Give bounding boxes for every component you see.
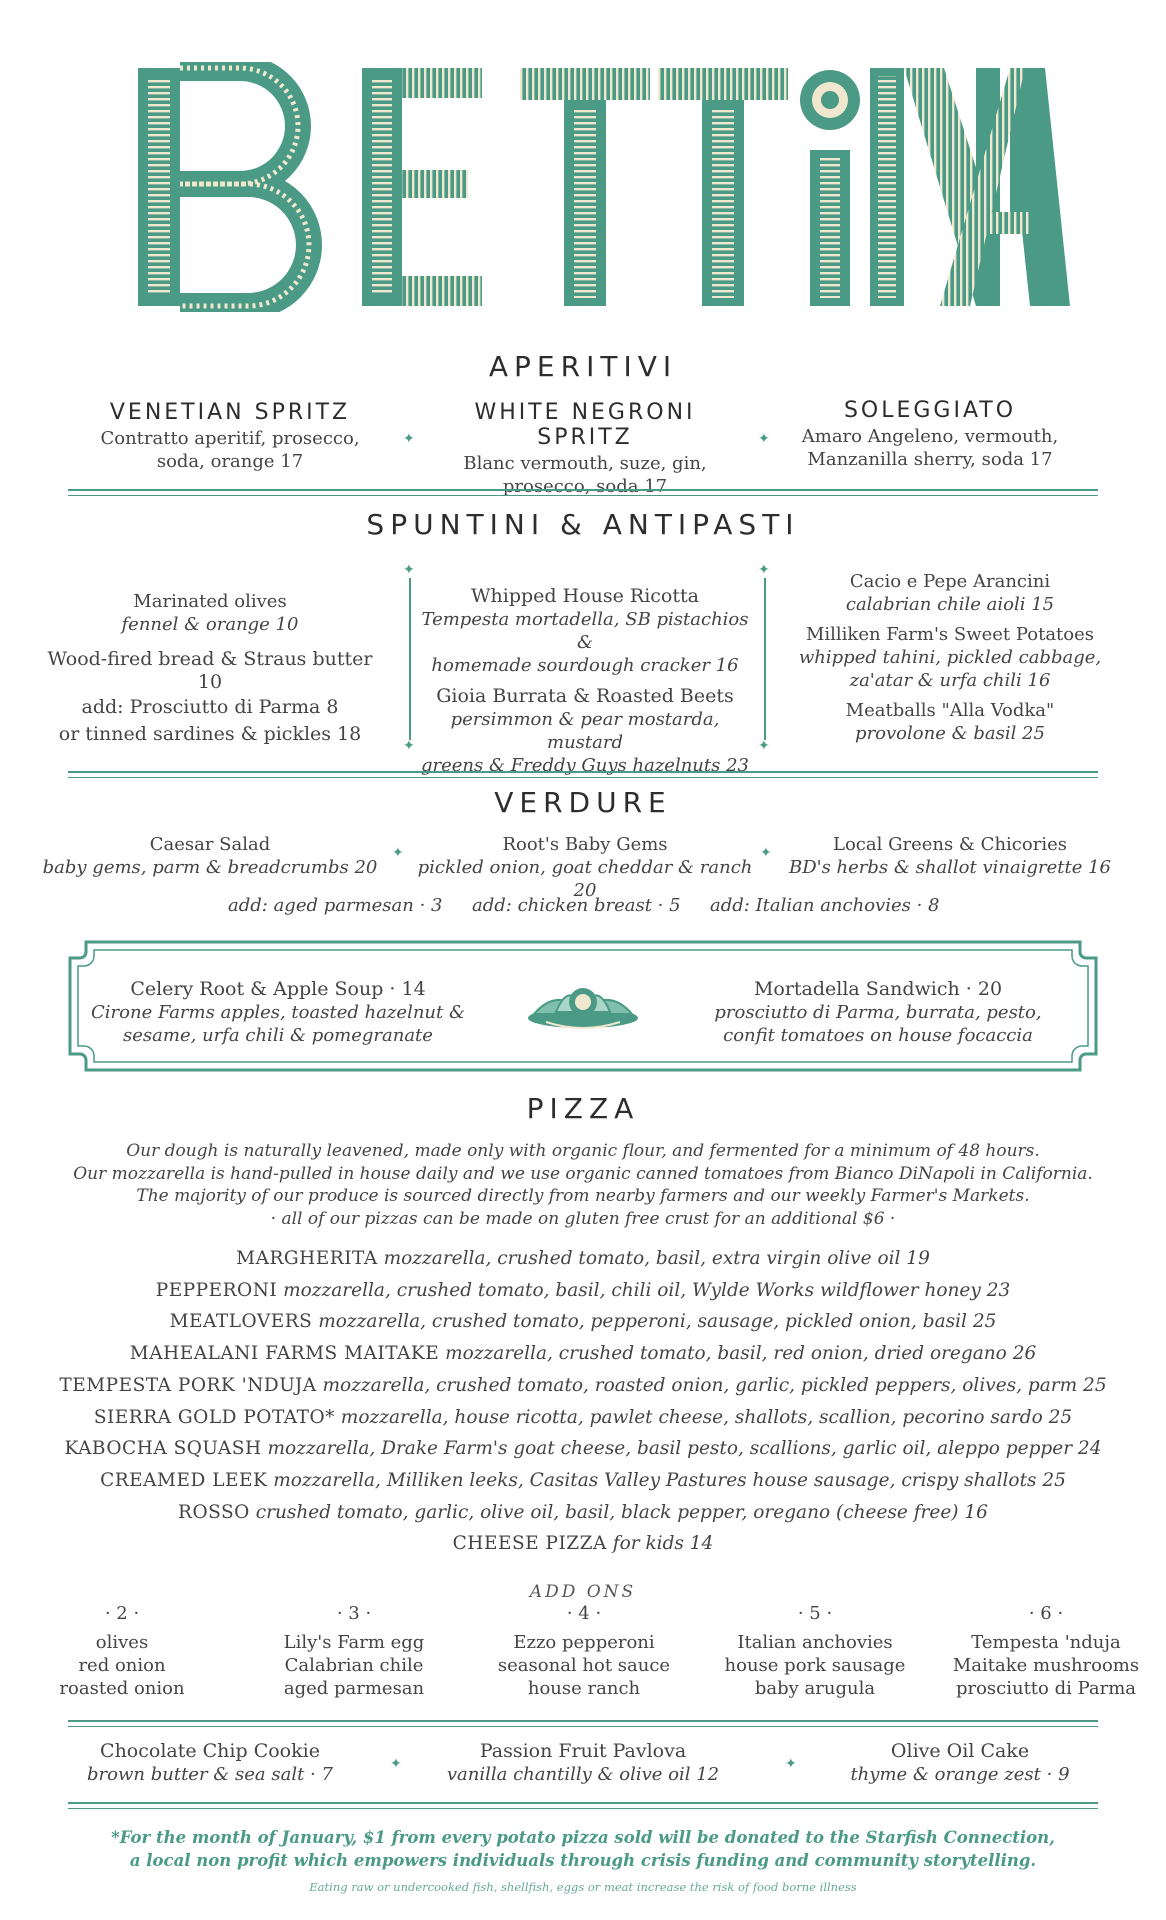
pizza-item — [0, 1402, 1166, 1434]
menu-item-desc: confit tomatoes on house focaccia — [723, 1025, 1033, 1046]
pizza-desc: mozzarella, crushed tomato, pepperoni, sausage, pickled onion, basil 25 — [318, 1311, 997, 1333]
diamond-ornament: ✦ — [785, 1756, 797, 1772]
menu-item-name: Meatballs "Alla Vodka" — [845, 700, 1055, 721]
aperitivo-desc: Manzanilla sherry, soda 17 — [807, 449, 1053, 470]
section-divider — [68, 1802, 1098, 1809]
pizza-desc: for kids 14 — [612, 1533, 714, 1555]
logo-artwork — [130, 62, 1070, 312]
menu-item-name: Wood-fired bread & Straus butter 10 — [47, 648, 373, 693]
logo-letter-t1 — [520, 68, 650, 306]
pizza-name: CREAMED LEEK — [100, 1469, 268, 1491]
verdure-item — [30, 833, 390, 879]
pizza-intro — [0, 1140, 1166, 1230]
pizza-name: ROSSO — [178, 1501, 250, 1523]
menu-item-desc: persimmon & pear mostarda, mustard — [450, 709, 720, 753]
menu-item-desc: za'atar & urfa chili 16 — [849, 670, 1051, 691]
menu-item-desc: homemade sourdough cracker 16 — [431, 655, 739, 676]
verdure-item — [770, 833, 1130, 879]
logo-letter-i — [800, 70, 860, 306]
antipasti-middle-column — [415, 585, 755, 777]
addon-group — [484, 1602, 684, 1700]
pizza-name: TEMPESTA PORK 'NDUJA — [59, 1374, 317, 1396]
menu-item-desc: Cirone Farms apples, toasted hazelnut & — [91, 1002, 465, 1023]
menu-item-desc: add: Prosciutto di Parma 8 — [81, 696, 339, 718]
pizza-name: MARGHERITA — [236, 1248, 378, 1269]
pizza-desc: mozzarella, crushed tomato, roasted onion, garlic, pickled peppers, olives, parm 25 — [322, 1374, 1107, 1396]
pizza-intro-line: Our mozzarella is hand-pulled in house daily and we use organic canned tomatoes from Bianco DiNapoli in California. — [73, 1163, 1093, 1184]
diamond-ornament: ✦ — [403, 431, 415, 447]
pizza-desc: mozzarella, Milliken leeks, Casitas Valley Pastures house sausage, crispy shallots 25 — [273, 1469, 1066, 1491]
pizza-intro-line: The majority of our produce is sourced directly from nearby farmers and our weekly Farmer's Markets. — [136, 1186, 1030, 1206]
logo-letter-e — [362, 68, 482, 306]
aperitivo-item — [425, 400, 745, 498]
verdure-title: VERDURE — [494, 786, 672, 819]
logo — [130, 62, 1070, 312]
dessert-item — [60, 1740, 360, 1786]
addon-item: aged parmesan — [283, 1678, 425, 1699]
menu-item-name: Chocolate Chip Cookie — [100, 1740, 320, 1762]
diamond-ornament: ✦ — [390, 1756, 402, 1772]
addon-price: · 2 · — [104, 1603, 140, 1624]
aperitivo-desc: Blanc vermouth, suze, gin, — [463, 453, 707, 474]
pizza-desc: mozzarella, house ricotta, pawlet cheese, shallots, scallion, pecorino sardo 25 — [340, 1406, 1073, 1428]
section-divider — [68, 1720, 1098, 1727]
addon-group — [22, 1602, 222, 1700]
antipasti-title: SPUNTINI & ANTIPASTI — [366, 508, 800, 541]
diamond-ornament: ✦ — [403, 738, 415, 754]
menu-item-desc: pickled onion, goat cheddar & ranch 20 — [417, 857, 753, 901]
pizza-name: CHEESE PIZZA — [452, 1533, 607, 1555]
pizza-item — [0, 1370, 1166, 1402]
antipasti-left-column — [35, 590, 385, 748]
pizza-desc: crushed tomato, garlic, olive oil, basil, black pepper, oregano (cheese free) 16 — [255, 1501, 988, 1523]
pizza-desc: mozzarella, crushed tomato, basil, chili oil, Wylde Works wildflower honey 23 — [283, 1279, 1011, 1301]
addon-group — [254, 1602, 454, 1700]
pizza-intro-line: Our dough is naturally leavened, made only with organic flour, and fermented for a minimum of 48 hours. — [126, 1141, 1040, 1161]
diamond-ornament: ✦ — [758, 562, 770, 578]
diamond-ornament: ✦ — [760, 845, 772, 861]
charity-note-line: *For the month of January, $1 from every potato pizza sold will be donated to the Starfish Connection, — [111, 1828, 1055, 1847]
health-warning: Eating raw or undercooked fish, shellfish, eggs or meat increase the risk of food borne illness — [309, 1880, 857, 1894]
menu-item-desc: thyme & orange zest · 9 — [850, 1764, 1070, 1785]
aperitivo-item — [85, 400, 375, 473]
addon-item: Ezzo pepperoni — [513, 1632, 655, 1653]
menu-item-name: Whipped House Ricotta — [471, 585, 699, 607]
menu-item-desc: prosciutto di Parma, burrata, pesto, — [714, 1002, 1042, 1023]
aperitivo-name: SOLEGGIATO — [843, 398, 1017, 423]
pizza-item — [0, 1275, 1166, 1307]
diamond-ornament: ✦ — [758, 431, 770, 447]
addon-item: prosciutto di Parma — [955, 1678, 1137, 1699]
addon-price: · 6 · — [1028, 1603, 1064, 1624]
addon-item: Tempesta 'nduja — [971, 1632, 1121, 1653]
pizza-name: MAHEALANI FARMS MAITAKE — [129, 1343, 440, 1365]
aperitivo-name: WHITE NEGRONI SPRITZ — [474, 400, 696, 450]
addons-title: ADD ONS — [529, 1582, 637, 1602]
addon-price: · 5 · — [797, 1603, 833, 1624]
specials-frame — [68, 940, 1098, 1072]
pizza-name: SIERRA GOLD POTATO* — [93, 1406, 335, 1428]
menu-item-desc: fennel & orange 10 — [121, 614, 299, 635]
addon-group — [715, 1602, 915, 1700]
pizza-item — [0, 1528, 1166, 1560]
menu-item-desc: BD's herbs & shallot vinaigrette 16 — [788, 857, 1112, 878]
antipasti-right-column — [780, 570, 1120, 745]
dessert-item — [433, 1740, 733, 1786]
section-divider — [68, 489, 1098, 496]
aperitivo-item — [785, 398, 1075, 471]
pizza-item — [0, 1338, 1166, 1370]
addon-item: Calabrian chile — [284, 1655, 424, 1676]
column-divider — [409, 578, 411, 740]
dessert-item — [810, 1740, 1110, 1786]
menu-item-desc: vanilla chantilly & olive oil 12 — [446, 1764, 720, 1785]
verdure-addon: add: aged parmesan · 3 — [228, 895, 443, 916]
special-item — [88, 978, 468, 1047]
pizza-item — [0, 1243, 1166, 1275]
pizza-item — [0, 1306, 1166, 1338]
pizza-item — [0, 1465, 1166, 1497]
menu-item-desc: baby gems, parm & breadcrumbs 20 — [42, 857, 378, 878]
addon-price: · 3 · — [336, 1603, 372, 1624]
pizza-title: PIZZA — [526, 1092, 640, 1125]
addon-item: Lily's Farm egg — [283, 1632, 425, 1653]
addon-group — [946, 1602, 1146, 1700]
menu-item-name: Celery Root & Apple Soup · 14 — [130, 978, 426, 1000]
menu-item-desc: provolone & basil 25 — [855, 723, 1045, 744]
pizza-item — [0, 1433, 1166, 1465]
aperitivo-desc: prosecco, soda 17 — [502, 476, 668, 497]
pizza-item — [0, 1497, 1166, 1529]
menu-item-name: Olive Oil Cake — [890, 1740, 1030, 1762]
addon-item: house pork sausage — [724, 1655, 906, 1676]
menu-item-name: Caesar Salad — [149, 834, 271, 855]
pizza-desc: mozzarella, crushed tomato, basil, red onion, dried oregano 26 — [445, 1343, 1037, 1365]
lotus-icon — [526, 978, 640, 1036]
menu-item-name: Local Greens & Chicories — [833, 834, 1067, 855]
menu-item-name: Marinated olives — [133, 591, 287, 612]
aperitivo-desc: Contratto aperitif, prosecco, — [100, 428, 360, 449]
column-divider — [764, 578, 766, 740]
addon-item: red onion — [78, 1655, 166, 1676]
verdure-addon: add: Italian anchovies · 8 — [710, 895, 940, 916]
diamond-ornament: ✦ — [392, 845, 404, 861]
charity-note-line: a local non profit which empowers individuals through crisis funding and community storytelling. — [129, 1851, 1037, 1870]
diamond-ornament: ✦ — [403, 562, 415, 578]
section-divider — [68, 771, 1098, 778]
menu-item-desc: sesame, urfa chili & pomegranate — [123, 1025, 433, 1046]
menu-item-desc: or tinned sardines & pickles 18 — [58, 723, 362, 745]
pizza-desc: mozzarella, crushed tomato, basil, extra virgin olive oil 19 — [383, 1248, 930, 1269]
menu-item-desc: whipped tahini, pickled cabbage, — [798, 647, 1102, 668]
pizza-desc: mozzarella, Drake Farm's goat cheese, basil pesto, scallions, garlic oil, aleppo pepper 24 — [267, 1438, 1102, 1460]
menu-item-desc: brown butter & sea salt · 7 — [87, 1764, 333, 1785]
menu-item-desc: greens & Freddy Guys hazelnuts 23 — [420, 755, 749, 776]
addon-item: seasonal hot sauce — [497, 1655, 671, 1676]
addon-item: baby arugula — [754, 1678, 876, 1699]
pizza-name: KABOCHA SQUASH — [64, 1438, 262, 1460]
menu-item-desc: Tempesta mortadella, SB pistachios & — [421, 609, 749, 653]
verdure-item — [405, 833, 765, 902]
addon-item: Italian anchovies — [737, 1632, 893, 1653]
pizza-list — [0, 1243, 1166, 1560]
addon-price: · 4 · — [566, 1603, 602, 1624]
menu-item-name: Passion Fruit Pavlova — [479, 1740, 687, 1762]
addon-item: olives — [95, 1632, 149, 1653]
aperitivo-desc: Amaro Angeleno, vermouth, — [801, 426, 1059, 447]
verdure-addon: add: chicken breast · 5 — [472, 895, 681, 916]
menu-item-name: Mortadella Sandwich · 20 — [753, 978, 1003, 1000]
addon-item: house ranch — [527, 1678, 641, 1699]
aperitivi-title: APERITIVI — [488, 350, 678, 383]
diamond-ornament: ✦ — [758, 738, 770, 754]
special-item — [688, 978, 1068, 1047]
menu-item-name: Gioia Burrata & Roasted Beets — [436, 685, 734, 707]
menu-item-desc: calabrian chile aioli 15 — [845, 594, 1055, 615]
logo-letter-t2 — [658, 68, 788, 306]
charity-note — [0, 1826, 1166, 1872]
aperitivo-name: VENETIAN SPRITZ — [109, 400, 351, 425]
addon-item: Maitake mushrooms — [952, 1655, 1140, 1676]
pizza-name: PEPPERONI — [155, 1279, 278, 1301]
logo-letter-b — [138, 68, 309, 306]
pizza-intro-line: · all of our pizzas can be made on gluten free crust for an additional $6 · — [270, 1208, 896, 1229]
menu-item-name: Milliken Farm's Sweet Potatoes — [805, 624, 1095, 645]
aperitivo-desc: soda, orange 17 — [156, 451, 304, 472]
addon-item: roasted onion — [59, 1678, 185, 1699]
menu-item-name: Root's Baby Gems — [502, 834, 668, 855]
pizza-name: MEATLOVERS — [169, 1311, 313, 1333]
menu-item-name: Cacio e Pepe Arancini — [849, 571, 1051, 592]
